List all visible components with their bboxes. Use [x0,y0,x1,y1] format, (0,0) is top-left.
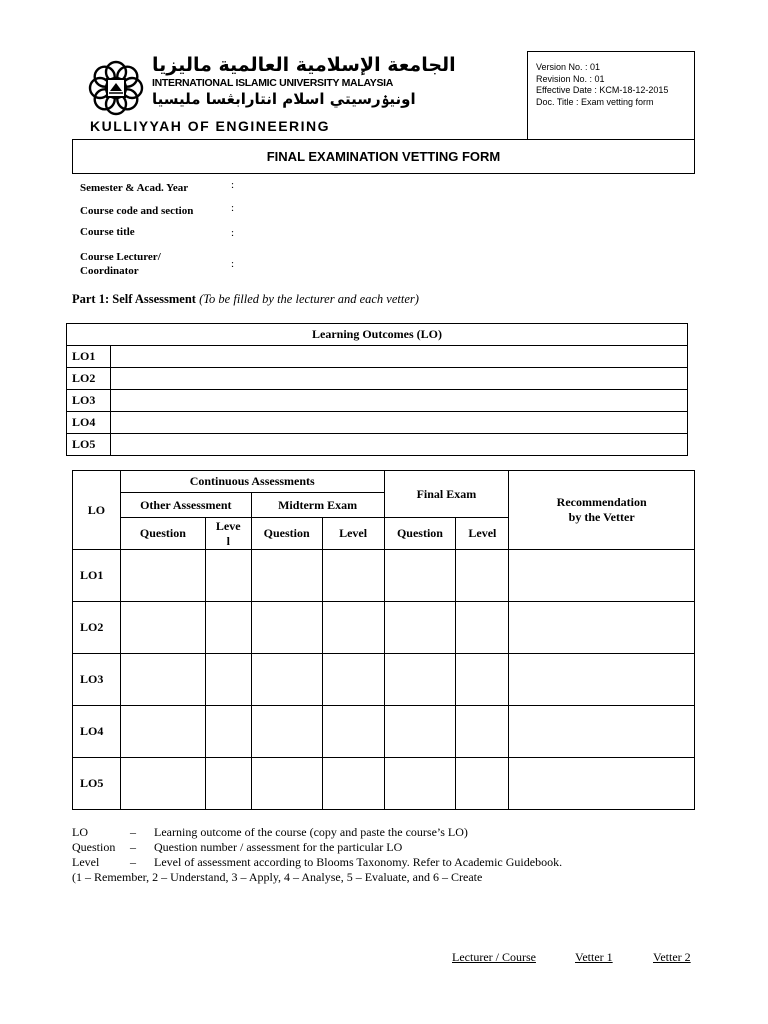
vetter2-signature-label: Vetter 2 [653,950,691,964]
table-cell[interactable] [456,654,509,706]
table-cell[interactable] [456,758,509,810]
table-cell[interactable] [384,602,456,654]
table-row [67,412,688,434]
revision-number: Revision No. : 01 [536,73,605,84]
table-cell[interactable] [509,758,695,810]
continuous-assessments-header: Continuous Assessments [120,471,384,493]
table-cell[interactable] [120,550,205,602]
table-cell[interactable] [120,654,205,706]
lo-id: LO5 [67,434,111,456]
legend-dash: – [130,825,136,839]
table-cell[interactable] [384,706,456,758]
legend-term: LO [72,825,88,839]
table-cell[interactable] [120,758,205,810]
legend-description: Level of assessment according to Blooms Taxonomy. Refer to Academic Guidebook. [154,855,563,869]
table-cell[interactable] [251,550,322,602]
effective-date: Effective Date : KCM-18-12-2015 [536,85,669,95]
table-cell[interactable] [509,602,695,654]
table-row [67,434,688,456]
lo-id: LO4 [67,412,111,434]
semester-colon: : [231,179,235,191]
assessment-table [72,470,695,810]
table-cell[interactable] [509,550,695,602]
lo-text-cell[interactable] [111,390,688,412]
table-row [67,390,688,412]
lo-column-header: LO [73,471,121,550]
part1-note: (To be filled by the lecturer and each vetter) [199,292,419,306]
course-title-colon: : [231,227,235,239]
table-cell[interactable] [456,706,509,758]
legend-item [72,825,482,840]
university-name-arabic: الجامعة الإسلامية العالمية ماليزيا [152,54,456,76]
table-row [73,602,695,654]
document-title: Doc. Title : Exam vetting form [536,96,654,107]
level-header: Level [322,518,384,550]
legend-dash: – [130,855,136,869]
table-cell[interactable] [322,550,384,602]
blooms-scale: (1 – Remember, 2 – Understand, 3 – Apply, 4 – Analyse, 5 – Evaluate, and 6 – Create [72,870,483,884]
table-cell[interactable] [322,602,384,654]
coordinator-label: Coordinator [80,265,139,277]
table-cell[interactable] [251,602,322,654]
table-cell[interactable] [322,758,384,810]
question-header: Question [251,518,322,550]
course-lecturer-label: Course Lecturer/ [80,251,161,263]
legend-description: Learning outcome of the course (copy and paste the course’s LO) [154,825,468,839]
legend-term: Level [72,855,100,869]
university-name-english: INTERNATIONAL ISLAMIC UNIVERSITY MALAYSIA [152,77,394,89]
other-assessment-header: Other Assessment [120,493,251,518]
learning-outcomes-table [66,323,688,456]
semester-label: Semester & Acad. Year [80,182,189,194]
question-header: Question [384,518,456,550]
lo-id: LO1 [67,346,111,368]
table-row [67,368,688,390]
legend-term: Question [72,840,116,854]
legend [72,825,563,885]
course-code-label: Course code and section [80,205,194,217]
final-exam-header: Final Exam [384,471,509,518]
table-cell[interactable] [322,654,384,706]
table-cell[interactable] [205,654,251,706]
table-cell[interactable] [205,550,251,602]
row-lo-label: LO3 [73,654,121,706]
table-cell[interactable] [456,602,509,654]
table-cell[interactable] [120,706,205,758]
row-lo-label: LO5 [73,758,121,810]
level-header: Leve l [205,518,251,550]
lo-id: LO2 [67,368,111,390]
course-lecturer-colon: : [231,258,235,270]
table-cell[interactable] [251,654,322,706]
table-cell[interactable] [205,706,251,758]
table-cell[interactable] [120,602,205,654]
lo-id: LO3 [67,390,111,412]
row-lo-label: LO2 [73,602,121,654]
table-cell[interactable] [322,706,384,758]
row-lo-label: LO1 [73,550,121,602]
recommendation-line2: by the Vetter [568,510,635,524]
kulliyyah-name: KULLIYYAH OF ENGINEERING [90,118,331,134]
table-cell[interactable] [509,654,695,706]
table-cell[interactable] [384,550,456,602]
table-cell[interactable] [205,758,251,810]
form-title: FINAL EXAMINATION VETTING FORM [72,139,695,174]
table-cell[interactable] [384,654,456,706]
legend-item [72,840,482,855]
course-title-label: Course title [80,226,135,238]
lo-text-cell[interactable] [111,412,688,434]
question-header: Question [120,518,205,550]
legend-dash: – [130,840,136,854]
table-row [73,654,695,706]
table-row [73,550,695,602]
recommendation-header [509,471,695,550]
course-code-colon: : [231,202,235,214]
university-name-jawi: اونيۏرسيتي اسلام انتارابڠسا مليسيا [152,90,416,108]
legend-item [72,855,563,870]
table-row [67,346,688,368]
recommendation-line1: Recommendation [556,495,647,509]
table-cell[interactable] [251,758,322,810]
lecturer-signature-label: Lecturer / Course [452,950,536,964]
midterm-exam-header: Midterm Exam [251,493,384,518]
part1-title: Part 1: Self Assessment [72,292,196,306]
legend-description: Question number / assessment for the particular LO [154,840,403,854]
lo-text-cell[interactable] [111,368,688,390]
vetter1-signature-label: Vetter 1 [575,950,613,964]
version-number: Version No. : 01 [536,62,601,72]
table-cell[interactable] [384,758,456,810]
table-cell[interactable] [456,550,509,602]
row-lo-label: LO4 [73,706,121,758]
table-cell[interactable] [509,706,695,758]
table-row [73,758,695,810]
lo-text-cell[interactable] [111,346,688,368]
table-cell[interactable] [205,602,251,654]
lo-text-cell[interactable] [111,434,688,456]
part1-heading [72,292,419,307]
lo-table-header: Learning Outcomes (LO) [67,324,688,346]
level-header: Level [456,518,509,550]
university-emblem-icon [80,52,152,124]
table-row [73,706,695,758]
table-cell[interactable] [251,706,322,758]
document-info-box [527,51,695,139]
